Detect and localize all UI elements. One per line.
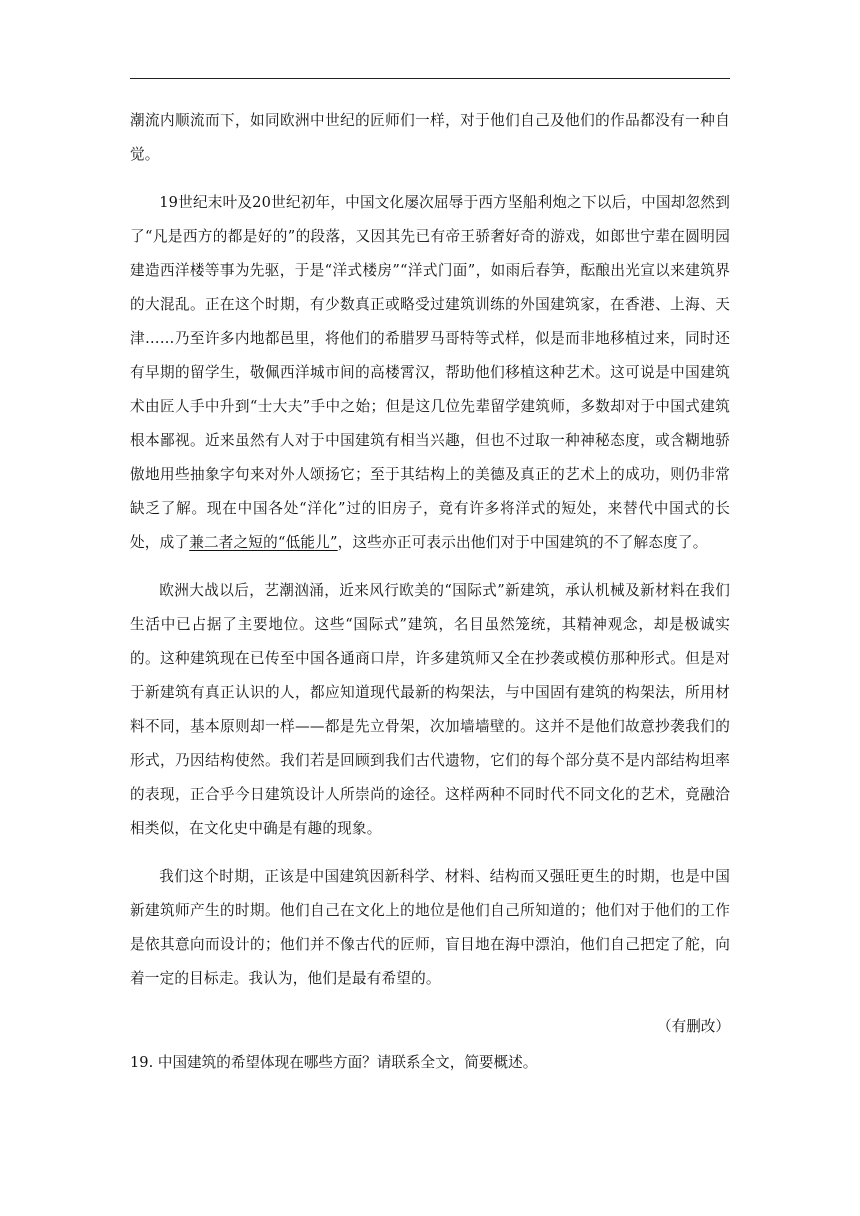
paragraph-2: [130, 186, 730, 560]
header-rule: [130, 78, 730, 79]
paragraph-2-text-after: ，这些亦正可表示出他们对于中国建筑的不了解态度了。: [337, 534, 708, 551]
paragraph-3: 欧洲大战以后，艺潮汹涌，近来风行欧美的“国际式”新建筑，承认机械及新材料在我们生活中已占据了主要地位。这些“国际式”建筑，名目虽然笼统，其精神观念，却是极诚实的。这种建筑现在已传至中国各通商口岸，许多建筑师又全在抄袭或模仿那种形式。但是对于新建筑有真正认识的人，都应知道现代最新的构架法，与中国固有建筑的构架法，所用材料不同，基本原则却一样——都是先立骨架，次加墙墙壁的。这并不是他们故意抄袭我们的形式，乃因结构使然。我们若是回顾到我们古代遗物，它们的每个部分莫不是内部结构坦率的表现，正合乎今日建筑设计人所崇尚的途径。这样两种不同时代不同文化的艺术，竟融洽相类似，在文化史中确是有趣的现象。: [130, 582, 730, 837]
source-note: （有删改）: [657, 1018, 730, 1035]
underlined-phrase: 兼二者之短的“低能儿”: [189, 534, 338, 551]
paragraph-4: 我们这个时期，正该是中国建筑因新科学、材料、结构而又强旺更生的时期，也是中国新建筑师产生的时期。他们自己在文化上的地位是他们自己所知道的；他们对于他们的工作是依其意向而设计的；他们并不像古代的匠师，盲目地在海中漂泊，他们自己把定了舵，向着一定的目标走。我认为，他们是最有希望的。: [130, 868, 730, 987]
paragraph-continuation: 潮流内顺流而下，如同欧洲中世纪的匠师们一样，对于他们自己及他们的作品都没有一种自觉。: [130, 112, 730, 163]
question-19: 19. 中国建筑的希望体现在哪些方面？请联系全文，简要概述。: [130, 1054, 538, 1071]
article-body: [130, 104, 730, 1080]
paragraph-2-text-before: 19世纪末叶及20世纪初年，中国文化屡次屈辱于西方坚船利炮之下以后，中国却忽然到了“凡是西方的都是好的”的段落，又因其先已有帝王骄奢好奇的游戏，如郎世宁辈在圆明园建造西洋楼等事为先驱，于是“洋式楼房”“洋式门面”，如雨后春笋，酝酿出光宣以来建筑界的大混乱。正在这个时期，有少数真正或略受过建筑训练的外国建筑家，在香港、上海、天津……乃至许多内地都邑里，将他们的希腊罗马哥特等式样，似是而非地移植过来，同时还有早期的留学生，敬佩西洋城市间的高楼霄汉，帮助他们移植这种艺术。这可说是中国建筑术由匠人手中升到“士大夫”手中之始；但是这几位先辈留学建筑师，多数却对于中国式建筑根本鄙视。近来虽然有人对于中国建筑有相当兴趣，但也不过取一种神秘态度，或含糊地骄傲地用些抽象字句来对外人颂扬它；至于其结构上的美德及真正的艺术上的成功，则仍非常缺乏了解。现在中国各处“洋化”过的旧房子，竟有许多将洋式的短处，来替代中国式的长处，成了: [130, 194, 730, 551]
